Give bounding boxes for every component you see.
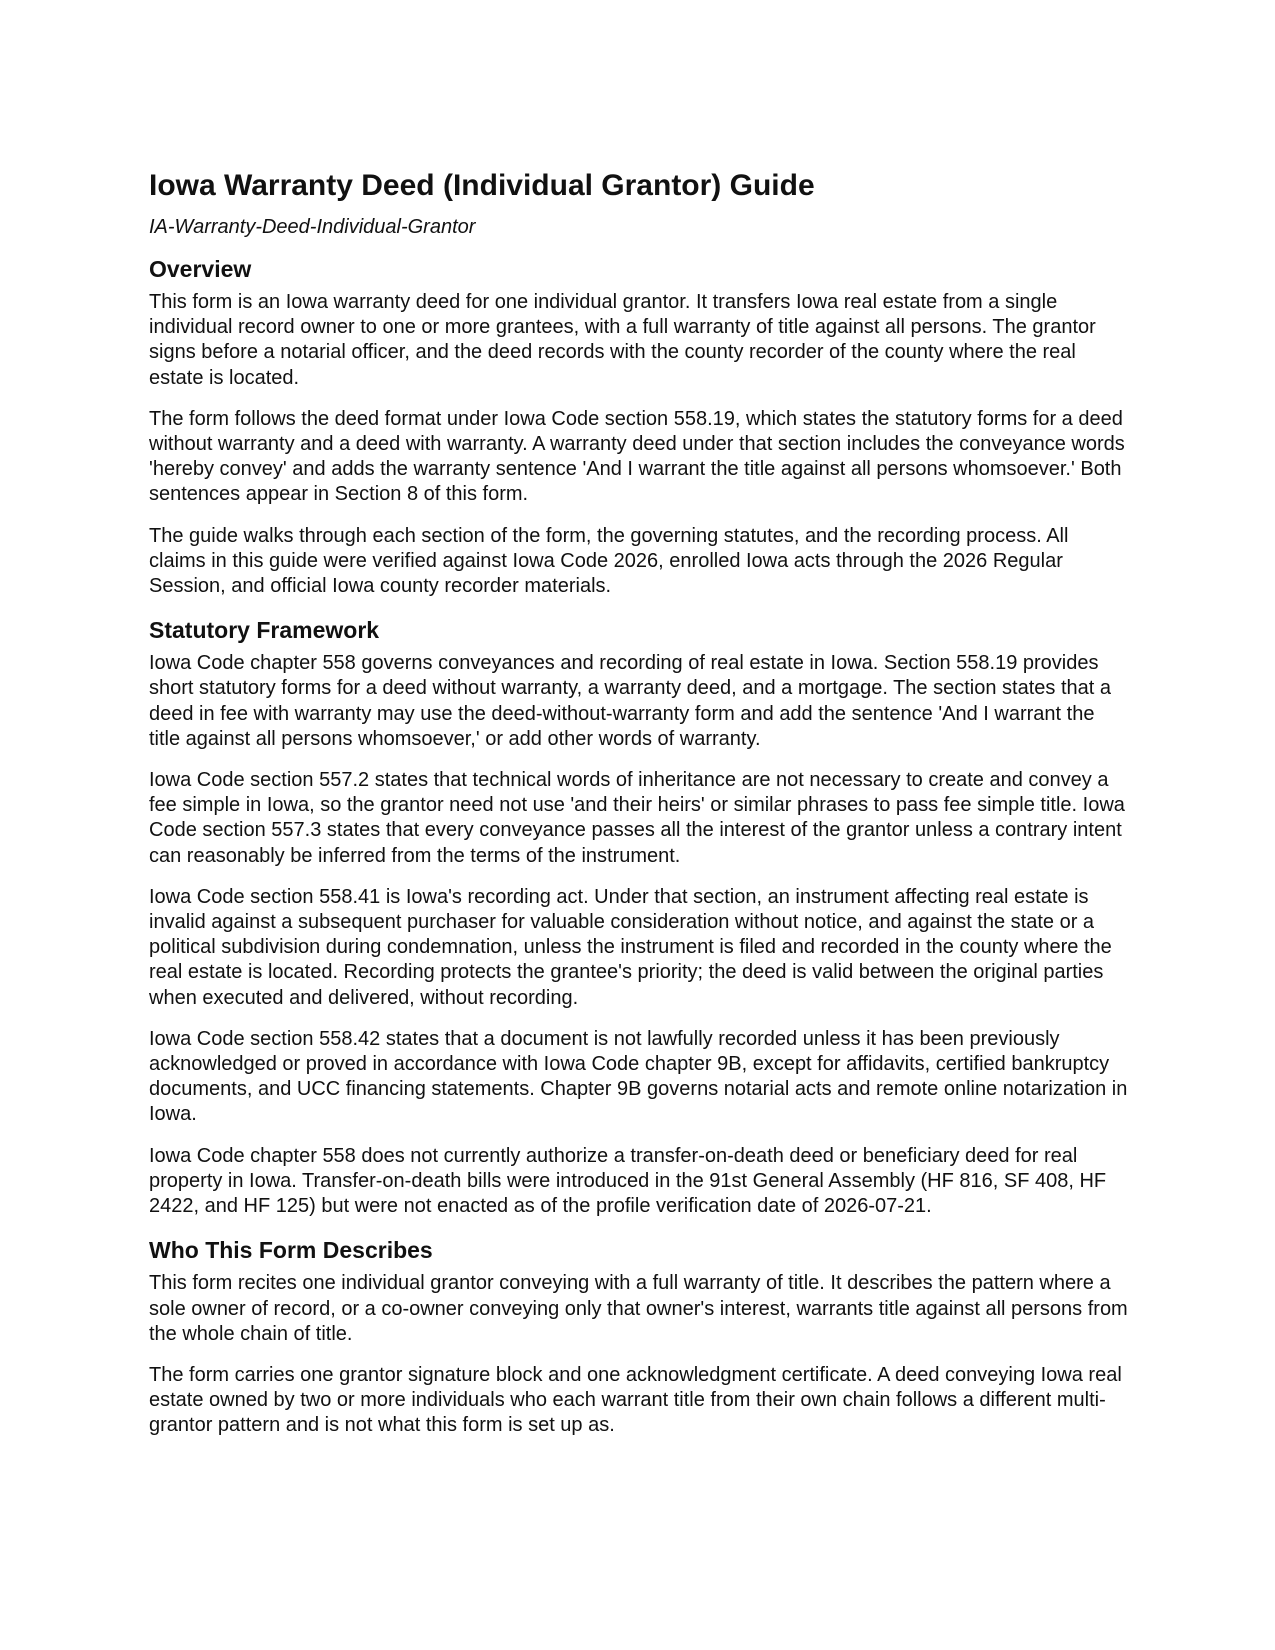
paragraph: Iowa Code chapter 558 governs conveyances and recording of real estate in Iowa. Section 558.19 provides short statutory forms for a deed without warranty, a warranty deed, and a mortgage. The section states that a deed in fee with warranty may use the deed-without-warranty form and add the sentence 'And I warrant the title against all persons whomsoever,' or add other words of warranty. (149, 652, 1111, 750)
paragraph: The form follows the deed format under Iowa Code section 558.19, which states the statutory forms for a deed without warranty and a deed with warranty. A warranty deed under that section includes the conveyance words 'hereby convey' and adds the warranty sentence 'And I warrant the title against all persons whomsoever.' Both sentences appear in Section 8 of this form. (149, 407, 1125, 506)
paragraph: The form carries one grantor signature block and one acknowledgment certificate. A deed conveying Iowa real estate owned by two or more individuals who each warrant title from their own chain follows a different multi-grantor pattern and is not what this form is set up as. (149, 1363, 1122, 1437)
paragraph: This form recites one individual grantor conveying with a full warranty of title. It describes the pattern where a sole owner of record, or a co-owner conveying only that owner's interest, warrants title against all persons from the whole chain of title. (149, 1272, 1128, 1345)
paragraph: Iowa Code section 558.41 is Iowa's recording act. Under that section, an instrument affecting real estate is invalid against a subsequent purchaser for valuable consideration without notice, and against the state or a political subdivision during condemnation, unless the instrument is filed and recorded in the county where the real estate is located. Recording protects the grantee's priority; the deed is valid between the original parties when executed and delivered, without recording. (149, 885, 1112, 1009)
paragraph: Iowa Code section 558.42 states that a document is not lawfully recorded unless it has been previously acknowledged or proved in accordance with Iowa Code chapter 9B, except for affidavits, certified bankruptcy documents, and UCC financing statements. Chapter 9B governs notarial acts and remote online notarization in Iowa. (149, 1027, 1128, 1126)
paragraph: Iowa Code chapter 558 does not currently authorize a transfer-on-death deed or beneficiary deed for real property in Iowa. Transfer-on-death bills were introduced in the 91st General Assembly (HF 816, SF 408, HF 2422, and HF 125) but were not enacted as of the profile verification date of 2026-07-21. (149, 1144, 1107, 1218)
section-who-this-form-describes (149, 1235, 1129, 1438)
section-overview (149, 254, 1129, 599)
document-title: Iowa Warranty Deed (Individual Grantor) Guide (149, 169, 815, 202)
section-heading: Who This Form Describes (149, 1237, 433, 1264)
document-page (149, 168, 1129, 1439)
section-heading: Statutory Framework (149, 617, 380, 644)
document-subtitle: IA-Warranty-Deed-Individual-Grantor (149, 216, 476, 238)
paragraph: This form is an Iowa warranty deed for one individual grantor. It transfers Iowa real estate from a single individual record owner to one or more grantees, with a full warranty of title against all persons. The grantor signs before a notarial officer, and the deed records with the county recorder of the county where the real estate is located. (149, 291, 1096, 389)
section-heading: Overview (149, 256, 252, 282)
paragraph: Iowa Code section 557.2 states that technical words of inheritance are not necessary to create and convey a fee simple in Iowa, so the grantor need not use 'and their heirs' or similar phrases to pass fee simple title. Iowa Code section 557.3 states that every conveyance passes all the interest of the grantor unless a contrary intent can reasonably be inferred from the terms of the instrument. (149, 769, 1125, 867)
paragraph: The guide walks through each section of the form, the governing statutes, and the recording process. All claims in this guide were verified against Iowa Code 2026, enrolled Iowa acts through the 2026 Regular Session, and official Iowa county recorder materials. (149, 524, 1069, 598)
section-statutory-framework (149, 615, 1129, 1219)
